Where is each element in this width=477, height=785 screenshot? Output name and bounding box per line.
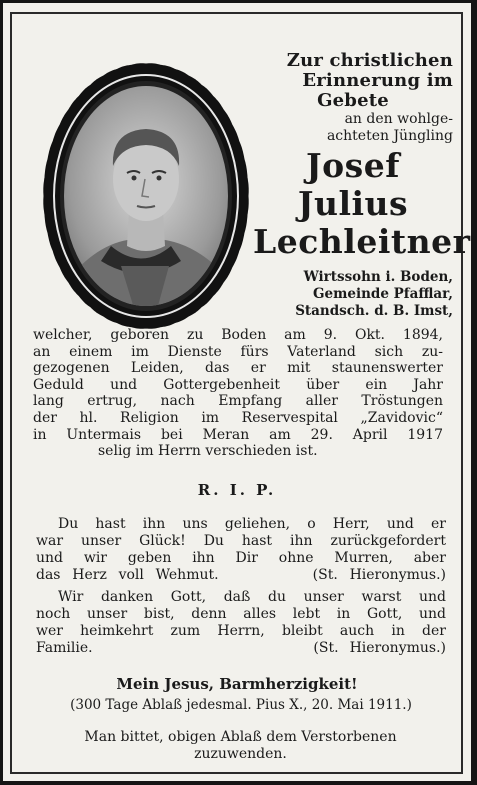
- indulgence-note: (300 Tage Ablaß jedesmal. Pius X., 20. Mai 1911.): [70, 697, 412, 713]
- quote-line: noch unser bist, denn alles lebt in Gott, und: [36, 606, 446, 622]
- request-text: [33, 729, 448, 763]
- biography-line: lang ertrug, nach Empfang aller Tröstungen: [33, 393, 443, 410]
- biography-line: Geduld und Gottergebenheit über ein Jahr: [33, 376, 443, 393]
- deceased-surname: Lechleitner: [253, 222, 471, 261]
- heading-line-5: achteten Jüngling: [326, 128, 453, 144]
- portrait-photo: [41, 61, 251, 331]
- request-line: Man bittet, obigen Ablaß dem Verstorbenen: [84, 729, 397, 745]
- heading-line-2: Erinnerung im: [302, 70, 453, 91]
- quote-hieronymus-2: [36, 589, 446, 657]
- biography-line: welcher, geboren zu Boden am 9. Okt. 1894,: [33, 327, 443, 343]
- biography-line: an einem im Dienste fürs Vaterland sich zu-: [33, 343, 443, 360]
- biography-text: [33, 327, 443, 460]
- memorial-card: [3, 3, 471, 781]
- heading-block: [253, 50, 471, 320]
- biography-line: in Untermais bei Meran am 29. April 1917: [33, 426, 443, 443]
- heading-line-3: Gebete: [317, 90, 389, 111]
- prayer-invocation: Mein Jesus, Barmherzigkeit!: [116, 675, 358, 693]
- heading-line-4: an den wohlge-: [344, 111, 453, 127]
- request-line: zuzuwenden.: [194, 746, 287, 762]
- quote-line: und wir geben ihn Dir ohne Murren, aber: [36, 550, 446, 566]
- origin-line-1: Wirtssohn i. Boden,: [303, 269, 453, 285]
- quote-line: Wir danken Gott, daß du unser warst und: [58, 589, 446, 605]
- rip-text: R. I. P.: [197, 481, 277, 499]
- quote-line: wer heimkehrt zum Herrn, bleibt auch in der: [36, 623, 446, 639]
- deceased-first-name: Josef Julius: [297, 146, 409, 223]
- quote-line: Du hast ihn uns geliehen, o Herr, und er: [58, 516, 446, 532]
- biography-line: selig im Herrn verschieden ist.: [98, 443, 318, 460]
- heading-line-1: Zur christlichen: [286, 50, 453, 71]
- biography-line: gezogenen Leiden, das er mit staunenswerter: [33, 360, 443, 377]
- origin-line-3: Standsch. d. B. Imst,: [295, 303, 453, 319]
- quote-line: Familie. (St. Hieronymus.): [36, 640, 446, 656]
- quote-hieronymus-1: [36, 516, 446, 584]
- quote-line: war unser Glück! Du hast ihn zurückgefordert: [36, 533, 446, 549]
- quote-line: das Herz voll Wehmut. (St. Hieronymus.): [36, 567, 446, 583]
- origin-line-2: Gemeinde Pfafflar,: [312, 286, 453, 302]
- biography-line: der hl. Religion im Reservespital „Zavidovic“: [33, 409, 443, 426]
